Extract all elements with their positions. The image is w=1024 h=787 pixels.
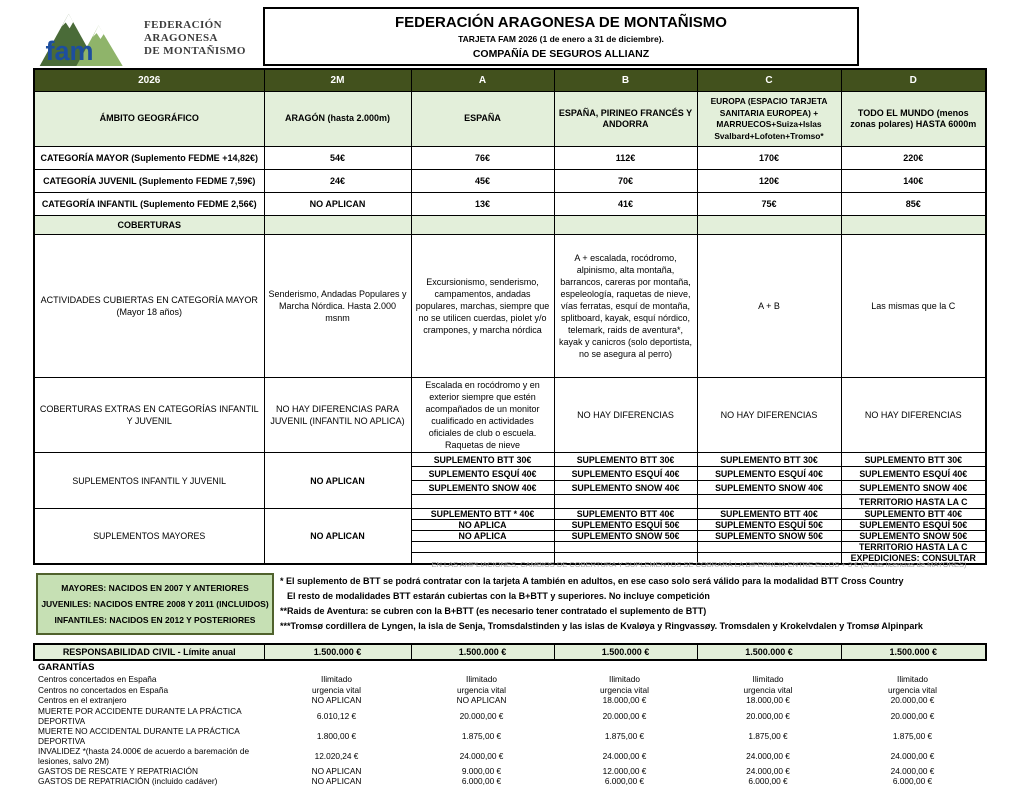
garantia-value: Ilimitado xyxy=(752,674,784,685)
garantia-value: 20.000,00 € xyxy=(746,710,790,721)
supplement-cell: SUPLEMENTO SNOW 50€ xyxy=(697,531,841,542)
garantia-label: GASTOS DE RESCATE Y REPATRIACIÓN xyxy=(38,765,198,776)
garantias-heading: GARANTÍAS xyxy=(38,661,95,673)
garantia-row xyxy=(33,695,985,706)
garantia-value: Ilimitado xyxy=(321,674,352,685)
garantia-row xyxy=(33,746,985,766)
supplement-cell: SUPLEMENTO BTT 30€ xyxy=(411,453,554,467)
supplement-cell: SUPLEMENTO ESQUÍ 40€ xyxy=(554,467,697,481)
garantia-value: Ilimitado xyxy=(897,674,928,685)
note-btt-2: El resto de modalidades BTT estarán cubiertas con la B+BTT y superiores. No incluye competición xyxy=(287,591,710,601)
document-title: FEDERACIÓN ARAGONESA DE MONTAÑISMO xyxy=(395,13,727,31)
responsabilidad-label: RESPONSABILIDAD CIVIL - Límite anual xyxy=(34,644,264,660)
price-cell: 120€ xyxy=(697,170,841,193)
garantia-row xyxy=(33,776,985,787)
supplement-cell: SUPLEMENTO BTT * 40€ xyxy=(411,509,554,520)
col-header-d: D xyxy=(841,69,986,92)
garantia-value: urgencia vital xyxy=(312,684,361,695)
supplement-cell xyxy=(411,542,554,553)
document-subtitle: TARJETA FAM 2026 (1 de enero a 31 de diciembre). xyxy=(458,33,664,44)
actividades-a: Excursionismo, senderismo, campamentos, andadas populares, marchas, siempre que no se utilicen cuerdas, piolet y/o crampones, y marcha nórdica xyxy=(411,235,554,378)
price-cell: 140€ xyxy=(841,170,986,193)
price-cell: NO APLICAN xyxy=(264,193,411,216)
supplement-cell: NO APLICA xyxy=(411,520,554,531)
garantias-table xyxy=(33,661,985,787)
extras-a: Escalada en rocódromo y en exterior siempre que estén acompañados de un monitor cualificado en actividades oficiales de club o escuela. Raquetas de nieve xyxy=(411,378,554,453)
garantia-label: GASTOS DE REPATRIACIÓN (incluido cadáver) xyxy=(38,776,218,787)
garantia-label: MUERTE POR ACCIDENTE DURANTE LA PRÁCTICA DEPORTIVA xyxy=(38,705,242,726)
empty-cell xyxy=(411,216,554,235)
age-juveniles: JUVENILES: NACIDOS ENTRE 2008 Y 2011 (INCLUIDOS) xyxy=(41,599,269,609)
limit-cell: 1.500.000 € xyxy=(264,644,411,660)
garantia-row xyxy=(33,726,985,746)
garantia-value: 6.000,00 € xyxy=(461,776,502,787)
empty-cell xyxy=(264,216,411,235)
garantia-value: 24.000,00 € xyxy=(890,750,935,761)
garantia-value: NO APLICAN xyxy=(311,765,362,776)
garantia-value: 9.000,00 € xyxy=(461,765,502,776)
supplement-cell: SUPLEMENTO SNOW 50€ xyxy=(841,531,986,542)
logo-line-3: DE MONTAÑISMO xyxy=(144,44,246,57)
col-header-year: 2026 xyxy=(34,69,264,92)
logo-wordmark xyxy=(144,19,246,58)
col-header-2m: 2M xyxy=(264,69,411,92)
note-btt: * El suplemento de BTT se podrá contratar con la tarjeta A también en adultos, en ese caso solo será válido para la modalidad BTT Cross Country xyxy=(280,576,904,586)
limit-cell: 1.500.000 € xyxy=(697,644,841,660)
garantia-value: 20.000,00 € xyxy=(459,710,504,721)
extras-c: NO HAY DIFERENCIAS xyxy=(697,378,841,453)
price-cell: 24€ xyxy=(264,170,411,193)
garantia-value: NO APLICAN xyxy=(311,695,362,706)
garantia-value: 20.000,00 € xyxy=(602,710,647,721)
supplement-cell xyxy=(697,542,841,553)
garantia-value: 18.000,00 € xyxy=(746,695,790,706)
garantia-value: urgencia vital xyxy=(457,684,506,695)
price-cell: 75€ xyxy=(697,193,841,216)
sup-mayores-row xyxy=(34,509,986,520)
supplement-cell: SUPLEMENTO BTT 40€ xyxy=(697,509,841,520)
col-header-a: A xyxy=(411,69,554,92)
age-infantiles: INFANTILES: NACIDOS EN 2012 Y POSTERIORES xyxy=(54,615,256,625)
supplement-cell: SUPLEMENTO SNOW 50€ xyxy=(554,531,697,542)
ambito-b: ESPAÑA, PIRINEO FRANCÉS Y ANDORRA xyxy=(554,92,697,147)
price-cell: 112€ xyxy=(554,147,697,170)
garantia-value: 6.010,12 € xyxy=(316,710,357,721)
supplement-cell xyxy=(554,495,697,509)
garantia-label: Centros concertados en España xyxy=(38,674,157,685)
garantia-value: 6.000,00 € xyxy=(892,776,933,787)
supplement-cell: SUPLEMENTO SNOW 40€ xyxy=(841,481,986,495)
supplement-cell: SUPLEMENTO BTT 30€ xyxy=(697,453,841,467)
limit-cell: 1.500.000 € xyxy=(411,644,554,660)
responsabilidad-civil-table xyxy=(33,643,987,661)
ambito-a: ESPAÑA xyxy=(411,92,554,147)
garantia-value: 24.000,00 € xyxy=(890,765,935,776)
garantia-value: 1.875,00 € xyxy=(748,730,788,741)
sup-infantil-2m: NO APLICAN xyxy=(264,453,411,509)
col-header-c: C xyxy=(697,69,841,92)
supplement-cell: EXPEDICIONES: CONSULTAR xyxy=(841,553,986,565)
ampliaciones-note: EN LAS AMPLIACIONES, CAMBIOS DE COBERTURA Y SUPLEMENTOS SE COBRARÁ LA DIFERNCIA ENTRE ELLOS + 3 € (En las licencias de MAYORES) xyxy=(431,560,967,569)
supplement-cell: SUPLEMENTO SNOW 40€ xyxy=(411,481,554,495)
sup-infantil-row xyxy=(34,453,986,467)
pricing-coverage-table xyxy=(33,68,987,565)
price-cell: 220€ xyxy=(841,147,986,170)
garantia-value: urgencia vital xyxy=(888,684,937,695)
garantias-heading-row xyxy=(33,661,985,674)
coberturas-label: COBERTURAS xyxy=(34,216,264,235)
garantia-value: 24.000,00 € xyxy=(746,765,790,776)
extras-d: NO HAY DIFERENCIAS xyxy=(841,378,986,453)
category-infantil-row xyxy=(34,193,986,216)
garantia-value: 6.000,00 € xyxy=(604,776,645,787)
supplement-cell xyxy=(697,495,841,509)
garantia-value: 1.800,00 € xyxy=(316,730,357,741)
title-box xyxy=(263,7,859,66)
table-header-row xyxy=(34,69,986,92)
cat-mayor-label: CATEGORÍA MAYOR (Suplemento FEDME +14,82€) xyxy=(34,147,264,170)
garantia-label: Centros en el extranjero xyxy=(38,695,127,706)
garantia-value: urgencia vital xyxy=(743,684,793,695)
garantia-value: NO APLICAN xyxy=(311,776,362,787)
age-mayores: MAYORES: NACIDOS EN 2007 Y ANTERIORES xyxy=(61,583,249,593)
garantia-value: 20.000,00 € xyxy=(890,710,935,721)
supplement-cell: SUPLEMENTO ESQUÍ 40€ xyxy=(841,467,986,481)
price-cell: 76€ xyxy=(411,147,554,170)
price-cell: 70€ xyxy=(554,170,697,193)
logo-line-1: FEDERACIÓN xyxy=(144,18,222,31)
garantia-value: 1.875,00 € xyxy=(892,730,933,741)
fam-logo-text: fam xyxy=(45,36,94,66)
actividades-label: ACTIVIDADES CUBIERTAS EN CATEGORÍA MAYOR (Mayor 18 años) xyxy=(34,235,264,378)
note-raids: **Raids de Aventura: se cubren con la B+BTT (es necesario tener contratado el suplemento de BTT) xyxy=(280,606,707,616)
garantia-label: INVALIDEZ *(hasta 24.000€ de acuerdo a baremación de lesiones, salvo 2M) xyxy=(38,745,250,766)
supplement-cell: NO APLICA xyxy=(411,531,554,542)
garantia-value: Ilimitado xyxy=(466,674,497,685)
extras-label: COBERTURAS EXTRAS EN CATEGORÍAS INFANTIL Y JUVENIL xyxy=(34,378,264,453)
empty-cell xyxy=(841,216,986,235)
supplement-cell: SUPLEMENTO ESQUÍ 50€ xyxy=(697,520,841,531)
age-categories-box xyxy=(36,573,274,635)
price-cell: 13€ xyxy=(411,193,554,216)
garantia-row xyxy=(33,766,985,777)
supplement-cell xyxy=(411,495,554,509)
garantia-row xyxy=(33,706,985,726)
garantia-value: 24.000,00 € xyxy=(459,750,504,761)
supplement-cell: SUPLEMENTO BTT 30€ xyxy=(554,453,697,467)
price-cell: 85€ xyxy=(841,193,986,216)
asterisk-notes xyxy=(280,574,1020,634)
price-cell: 45€ xyxy=(411,170,554,193)
category-juvenil-row xyxy=(34,170,986,193)
garantia-row xyxy=(33,685,985,696)
ambito-c: EUROPA (ESPACIO TARJETA SANITARIA EUROPEA) + MARRUECOS+Suiza+Islas Svalbard+Lofoten+Tromso* xyxy=(697,92,841,147)
garantia-value: 1.875,00 € xyxy=(461,730,502,741)
ambito-2m: ARAGÓN (hasta 2.000m) xyxy=(264,92,411,147)
supplement-cell: SUPLEMENTO SNOW 40€ xyxy=(554,481,697,495)
supplement-cell xyxy=(554,542,697,553)
garantia-value: 24.000,00 € xyxy=(602,750,647,761)
ambito-label: ÁMBITO GEOGRÁFICO xyxy=(34,92,264,147)
ambito-d: TODO EL MUNDO (menos zonas polares) HASTA 6000m xyxy=(841,92,986,147)
supplement-cell: SUPLEMENTO BTT 40€ xyxy=(554,509,697,520)
actividades-d: Las mismas que la C xyxy=(841,235,986,378)
supplement-cell: SUPLEMENTO BTT 30€ xyxy=(841,453,986,467)
price-cell: 170€ xyxy=(697,147,841,170)
extras-b: NO HAY DIFERENCIAS xyxy=(554,378,697,453)
supplement-cell: SUPLEMENTO ESQUÍ 50€ xyxy=(841,520,986,531)
price-cell: 41€ xyxy=(554,193,697,216)
actividades-2m: Senderismo, Andadas Populares y Marcha Nórdica. Hasta 2.000 msnm xyxy=(264,235,411,378)
sup-mayores-2m: NO APLICAN xyxy=(264,509,411,565)
cat-juvenil-label: CATEGORÍA JUVENIL (Suplemento FEDME 7,59€) xyxy=(34,170,264,193)
price-cell: 54€ xyxy=(264,147,411,170)
coberturas-extras-row xyxy=(34,378,986,453)
garantia-label: MUERTE NO ACCIDENTAL DURANTE LA PRÁCTICA DEPORTIVA xyxy=(38,725,240,746)
garantia-value: urgencia vital xyxy=(600,684,649,695)
supplement-cell: SUPLEMENTO BTT 40€ xyxy=(841,509,986,520)
insurance-company: COMPAÑÍA DE SEGUROS ALLIANZ xyxy=(472,47,650,60)
garantia-value: 6.000,00 € xyxy=(748,776,788,787)
garantia-value: 24.000,00 € xyxy=(746,750,790,761)
note-tromso: ***Tromsø cordillera de Lyngen, la isla de Senja, Tromsdalstinden y las islas de Kvaløya y Ringvassøy. Tromsdalen y Krokelvdalen y Tromsø Alpinpark xyxy=(280,621,923,631)
responsabilidad-row xyxy=(34,644,986,660)
logo-line-2: ARAGONESA xyxy=(144,31,218,44)
garantia-value: 18.000,00 € xyxy=(602,695,647,706)
supplement-cell: TERRITORIO HASTA LA C xyxy=(841,495,986,509)
category-mayor-row xyxy=(34,147,986,170)
supplement-cell: SUPLEMENTO ESQUÍ 40€ xyxy=(697,467,841,481)
garantia-value: 12.020,24 € xyxy=(314,750,359,761)
garantia-value: 12.000,00 € xyxy=(602,765,647,776)
garantia-value: 1.875,00 € xyxy=(604,730,645,741)
garantia-value: NO APLICAN xyxy=(456,695,507,706)
supplement-cell: SUPLEMENTO ESQUÍ 40€ xyxy=(411,467,554,481)
fam-logo xyxy=(36,8,266,68)
sup-mayores-label: SUPLEMENTOS MAYORES xyxy=(34,509,264,565)
cat-infantil-label: CATEGORÍA INFANTIL (Suplemento FEDME 2,56€) xyxy=(34,193,264,216)
actividades-row xyxy=(34,235,986,378)
mountain-logo-icon xyxy=(36,10,136,66)
limit-cell: 1.500.000 € xyxy=(841,644,986,660)
extras-2m: NO HAY DIFERENCIAS PARA JUVENIL (INFANTIL NO APLICA) xyxy=(264,378,411,453)
empty-cell xyxy=(554,216,697,235)
geographic-scope-row xyxy=(34,92,986,147)
garantia-value: Ilimitado xyxy=(609,674,640,685)
garantia-value: 20.000,00 € xyxy=(890,695,935,706)
supplement-cell: TERRITORIO HASTA LA C xyxy=(841,542,986,553)
col-header-b: B xyxy=(554,69,697,92)
supplement-cell: SUPLEMENTO SNOW 40€ xyxy=(697,481,841,495)
empty-cell xyxy=(697,216,841,235)
supplement-cell: SUPLEMENTO ESQUÍ 50€ xyxy=(554,520,697,531)
coberturas-banner-row xyxy=(34,216,986,235)
actividades-c: A + B xyxy=(697,235,841,378)
sup-infantil-label: SUPLEMENTOS INFANTIL Y JUVENIL xyxy=(34,453,264,509)
garantia-label: Centros no concertados en España xyxy=(38,684,169,695)
actividades-b: A + escalada, rocódromo, alpinismo, alta montaña, barrancos, careras por montaña, espeleología, raquetas de nieve, vías ferratas, esquí de montaña, splitboard, kayak, esquí nórdico, telemark, raids de aventura*, kayak y canicros (solo deportista, no se asegura al perro) xyxy=(554,235,697,378)
garantia-row xyxy=(33,674,985,685)
limit-cell: 1.500.000 € xyxy=(554,644,697,660)
